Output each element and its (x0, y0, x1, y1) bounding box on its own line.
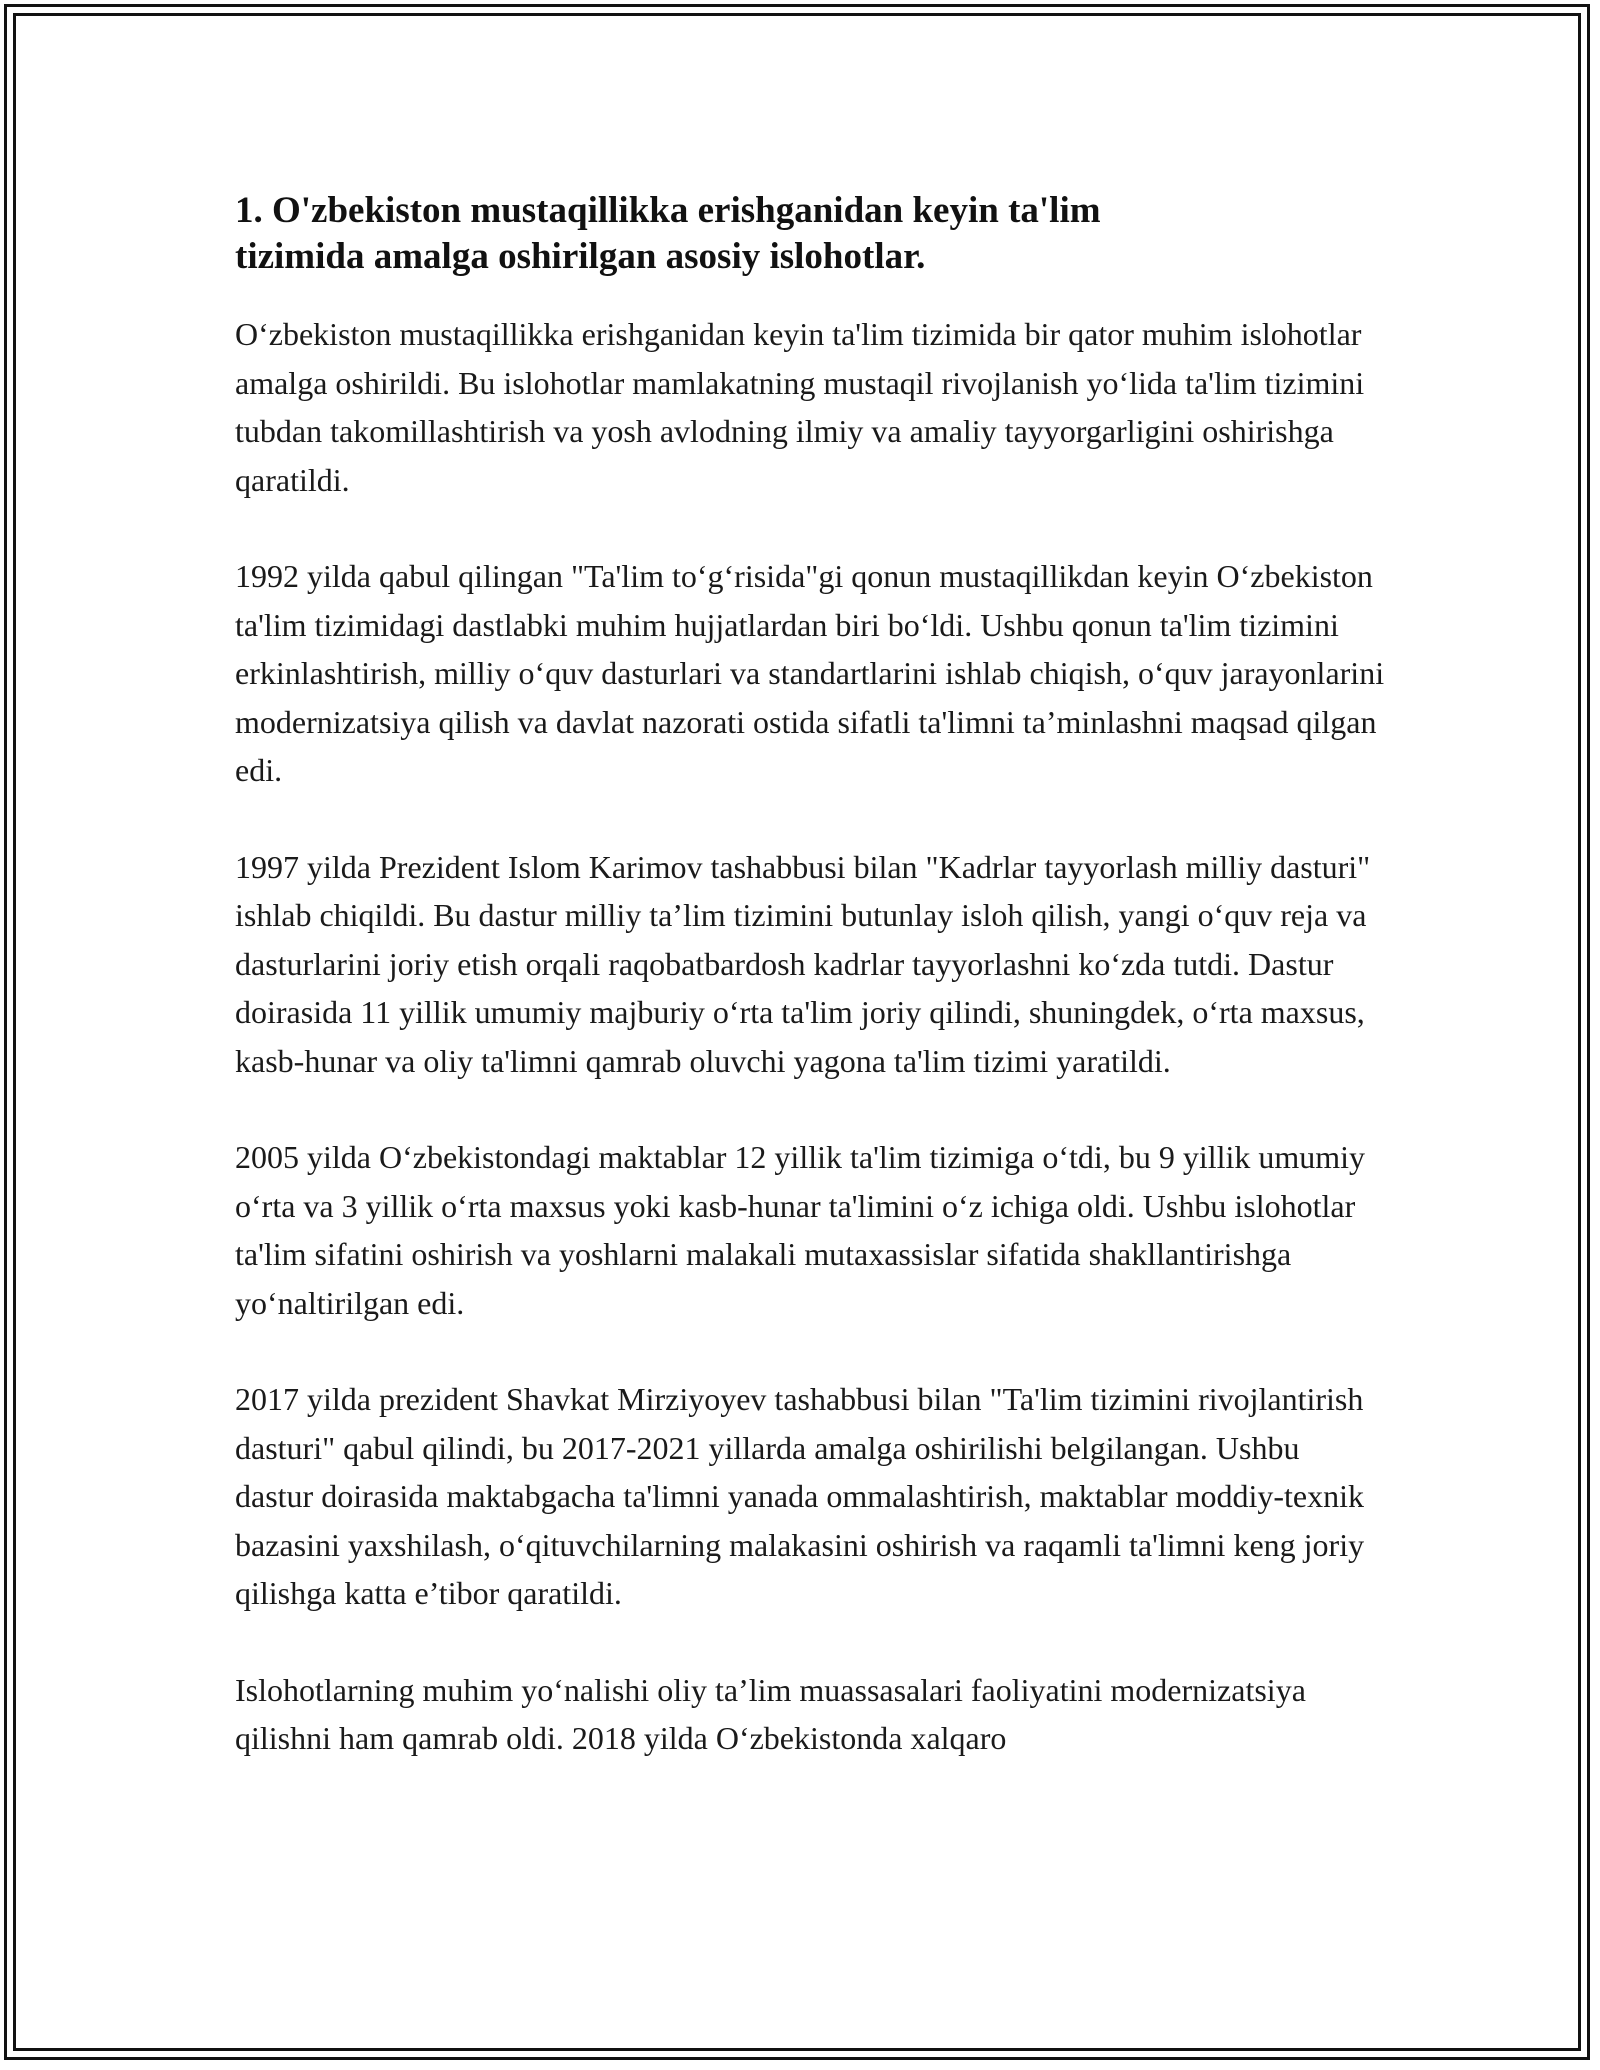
paragraph-intro: Oʻzbekiston mustaqillikka erishganidan keyin ta'lim tizimida bir qator muhim islohotlar amalga oshirildi. Bu islohotlar mamlakatning mustaqil rivojlanish yoʻlida ta'lim tizimini tubdan takomillashtirish va yosh avlodning ilmiy va amaliy tayyorgarligini oshirishga qaratildi. (235, 316, 1365, 498)
section-heading (235, 188, 1385, 280)
paragraph-higher-education: Islohotlarning muhim yoʻnalishi oliy ta’lim muassasalari faoliyatini modernizatsiya qilishni ham qamrab oldi. 2018 yilda Oʻzbekistonda xalqaro (235, 1671, 1306, 1756)
paragraph-1992-law: 1992 yilda qabul qilingan "Ta'lim toʻgʻrisida"gi qonun mustaqillikdan keyin Oʻzbekiston ta'lim tizimidagi dastlabki muhim hujjatlardan biri boʻldi. Ushbu qonun ta'lim tizimini erkinlashtirish, milliy oʻquv dasturlari va standartlarini ishlab chiqish, oʻquv jarayonlarini modernizatsiya qilish va davlat nazorati ostida sifatli ta'limni ta’minlashni maqsad qilgan edi. (235, 558, 1385, 788)
paragraph-2005-schools: 2005 yilda Oʻzbekistondagi maktablar 12 yillik ta'lim tizimiga oʻtdi, bu 9 yillik umumiy oʻrta va 3 yillik oʻrta maxsus yoki kasb-hunar ta'limini oʻz ichiga oldi. Ushbu islohotlar ta'lim sifatini oshirish va yoshlarni malakali mutaxassislar sifatida shakllantirishga yoʻnaltirilgan edi. (235, 1139, 1366, 1321)
section-heading-line-2: tizimida amalga oshirilgan asosiy islohotlar. (235, 236, 926, 277)
document-body (235, 188, 1385, 1811)
paragraph-1997-program: 1997 yilda Prezident Islom Karimov tashabbusi bilan "Kadrlar tayyorlash milliy dasturi" ishlab chiqildi. Bu dastur milliy ta’lim tizimini butunlay isloh qilish, yangi oʻquv reja va dasturlarini joriy etish orqali raqobatbardosh kadrlar tayyorlashni koʻzda tutdi. Dastur doirasida 11 yillik umumiy majburiy oʻrta ta'lim joriy qilindi, shuningdek, oʻrta maxsus, kasb-hunar va oliy ta'limni qamrab oluvchi yagona ta'lim tizimi yaratildi. (235, 848, 1371, 1079)
paragraph-2017-program: 2017 yilda prezident Shavkat Mirziyoyev tashabbusi bilan "Ta'lim tizimini rivojlantirish dasturi" qabul qilindi, bu 2017-2021 yillarda amalga oshirilishi belgilangan. Ushbu dastur doirasida maktabgacha ta'limni yanada ommalashtirish, maktablar moddiy-texnik bazasini yaxshilash, oʻqituvchilarning malakasini oshirish va raqamli ta'limni keng joriy qilishga katta e’tibor qaratildi. (235, 1381, 1365, 1611)
section-heading-line-1: 1. O'zbekiston mustaqillikka erishganidan keyin ta'lim (235, 190, 1101, 231)
